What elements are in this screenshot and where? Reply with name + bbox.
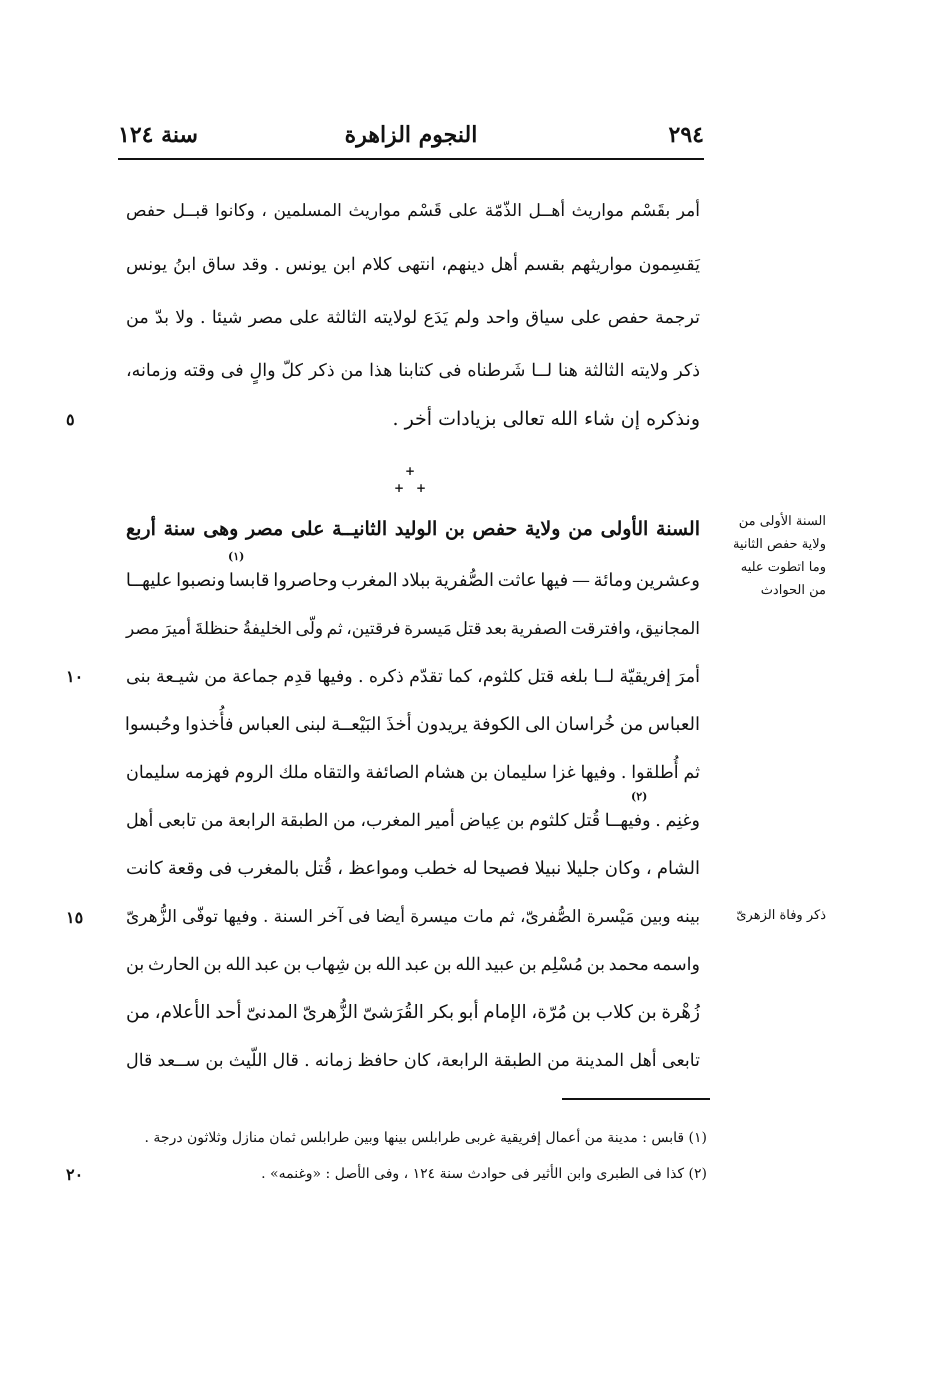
- page-number: ٢٩٤: [668, 122, 704, 148]
- body-line: ترجمة حفص على سياق واحد ولم يَدَع لولايته الثالثة على مصر شيئا . ولا بدّ من: [126, 308, 700, 328]
- section-line: الشام ، وكان جليلا نبيلا فصيحا له خطب ومواعظ ، قُتل بالمغرب فى وقعة كانت: [126, 858, 700, 879]
- year-label: سنة ١٢٤: [118, 122, 198, 148]
- footnote-rule: [562, 1098, 710, 1100]
- margin-note-line: السنة الأولى من: [738, 514, 826, 529]
- margin-note-line: وما اتطوت عليه: [740, 560, 826, 575]
- line-number-5: ٥: [66, 410, 75, 429]
- margin-note-first-year: [722, 510, 826, 602]
- section-line: العباس من خُراسان الى الكوفة يريدون أخذَ البَيْعــة لبنى العباس فأُخذوا وحُبسوا: [124, 714, 700, 735]
- body-line: ذكر ولايته الثالثة هنا لــا شَرطناه فى كتابنا هذا من ذكر كلّ والٍ فى وقته وزمانه،: [126, 361, 700, 381]
- running-title: النجوم الزاهرة: [344, 122, 478, 148]
- separator-star: +: [405, 464, 416, 478]
- page-header: [118, 122, 704, 152]
- section-line: وعشرين ومائة — فيها عاثت الصُّفرية ببلاد المغرب وحاصروا قابسا ونصبوا عليهــا: [125, 570, 700, 591]
- margin-note-line: من الحوادث: [760, 583, 826, 598]
- line-number-15: ١٥: [66, 908, 84, 927]
- header-rule: [118, 158, 704, 160]
- separator-star: +: [394, 481, 405, 495]
- section-line: ثم أُطلقوا . وفيها غزا سليمان بن هشام الصائفة والتقاه ملك الروم فهزمه سليمان: [126, 763, 700, 783]
- section-line: بينه وبين مَيْسرة الصُّفرىّ، ثم مات ميسرة أيضا فى آخر السنة . وفيها توفّى الزُّهرىّ: [126, 907, 700, 927]
- body-line: ونذكره إن شاء الله تعالى بزيادات أخر .: [392, 408, 700, 430]
- section-line: تابعى أهل المدينة من الطبقة الرابعة، كان حافظ زمانه . قال اللّيث بن ســعد قال: [126, 1051, 700, 1071]
- line-number-10: ١٠: [66, 667, 84, 686]
- body-line: يَقسِمون مواريثهم بقسم أهل دينهم، انتهى كلام ابن يونس . وقد ساق ابنُ يونس: [126, 255, 700, 275]
- margin-note-zuhri-death: ذكر وفاة الزهرىّ: [736, 908, 826, 923]
- section-line: المجانيق، وافترقت الصفرية بعد قتل مَيسرة فرقتين، ثم ولّى الخليفةُ حنظلةَ أميرَ مصر: [126, 619, 700, 639]
- footnote-marker-2: (٢): [631, 790, 648, 803]
- body-line: أمر بقَسْم مواريث أهــل الذّمّة على قَسْم مواريث المسلمين ، وكانوا قبــل حفص: [126, 201, 700, 221]
- line-number-20: ٢٠: [66, 1165, 84, 1184]
- section-line: زُهْرة بن كلاب بن مُرّة، الإمام أبو بكر القُرَشىّ الزُّهرىّ المدنىّ أحد الأعلام، من: [126, 1002, 700, 1023]
- section-line: أمرَ إفريقيّة لــا بلغه قتل كلثوم، كما تقدّم ذكره . وفيها قدِم جماعة من شيـعة بنى: [126, 667, 700, 687]
- section-line: واسمه محمد بن مُسْلِم بن عبيد الله بن عبد الله بن شِهاب بن عبد الله بن الحارث بن: [126, 955, 700, 975]
- section-line: السنة الأولى من ولاية حفص بن الوليد الثانيــة على مصر وهى سنة أربع: [126, 518, 700, 540]
- margin-note-line: ولاية حفص الثانية: [732, 537, 826, 552]
- section-line: وغنِم . وفيهــا قُتل كلثوم بن عِياض أمير المغرب، من الطبقة الرابعة من تابعى أهل: [126, 811, 700, 831]
- footnote-marker-1: (١): [228, 550, 245, 563]
- footnote-2: (٢) كذا فى الطبرى وابن الأثير فى حوادث سنة ١٢٤ ، وفى الأصل : «وغنمه» .: [261, 1166, 707, 1182]
- footnote-1: (١) قابس : مدينة من أعمال إفريقية غربى طرابلس بينها وبين طرابلس ثمان منازل وثلاثون درجة .: [144, 1130, 707, 1146]
- separator-star: +: [416, 481, 427, 495]
